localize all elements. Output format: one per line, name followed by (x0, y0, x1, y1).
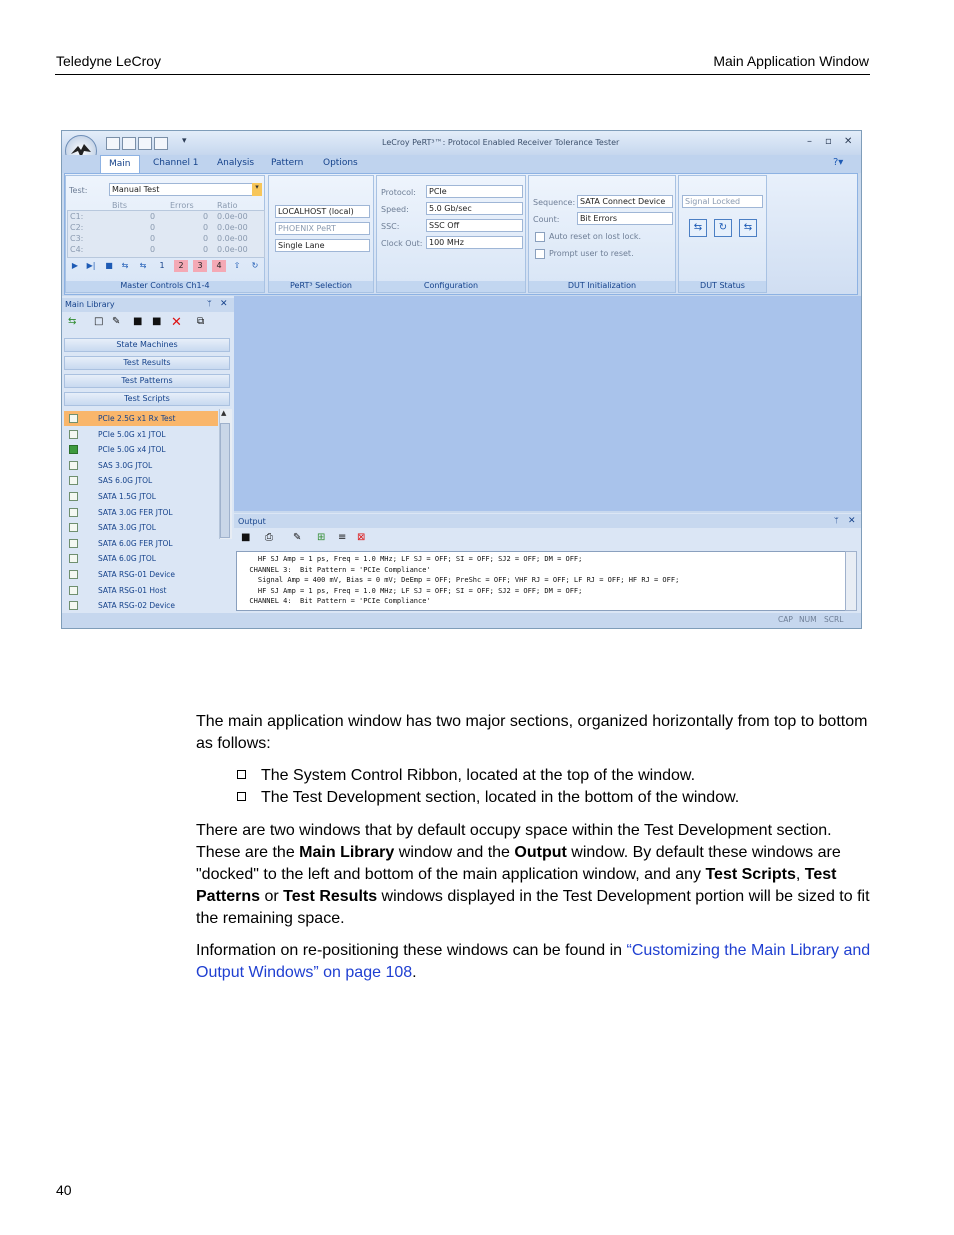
library-item-checkbox[interactable] (69, 586, 78, 595)
row-errors: 0 (203, 223, 209, 232)
group-title-pert: PeRT³ Selection (269, 281, 373, 292)
library-item[interactable] (64, 473, 218, 488)
clock-out-select[interactable]: 100 MHz (426, 236, 523, 249)
library-item-label: SATA RSG-01 Host (98, 585, 167, 595)
row-ratio: 0.0e-00 (217, 234, 248, 243)
test-results-button[interactable]: Test Results (64, 356, 230, 370)
clock-out-label: Clock Out: (381, 239, 423, 248)
text-run: . (412, 964, 417, 981)
save-icon[interactable]: ■ (133, 316, 143, 327)
library-item-label: SAS 3.0G JTOL (98, 460, 153, 470)
library-item-checkbox[interactable] (69, 570, 78, 579)
library-item[interactable] (64, 551, 218, 566)
output-print-icon[interactable]: ⎙ (265, 532, 273, 543)
paragraph-info (196, 940, 871, 984)
reset-icon[interactable]: ⇆ (121, 261, 129, 270)
test-scripts-button[interactable]: Test Scripts (64, 392, 230, 406)
output-line: CHANNEL 4: Bit Pattern = 'PCIe Compliance' (241, 597, 431, 605)
library-item-checkbox[interactable] (69, 430, 78, 439)
text-run: or (260, 888, 284, 905)
channel-4-button[interactable]: 4 (212, 260, 226, 272)
output-settings-icon[interactable]: ✎ (293, 532, 302, 543)
text-run: There are two windows that by default occupy space within the Test Development section. These are the (196, 822, 832, 861)
bullet-square-icon (237, 792, 246, 801)
tab-pattern[interactable]: Pattern (271, 158, 304, 168)
bold-test-patterns: Test Patterns (196, 866, 837, 905)
bullet-text: The Test Development section, located in the bottom of the window. (261, 789, 740, 806)
library-item-checkbox[interactable] (69, 539, 78, 548)
bullet-square-icon (237, 770, 246, 779)
scroll-up-icon[interactable]: ▲ (221, 409, 227, 417)
test-development-area (234, 296, 861, 511)
text-run: window and the (394, 844, 515, 861)
state-machines-button[interactable]: State Machines (64, 338, 230, 352)
maximize-icon[interactable]: ▫ (825, 136, 832, 147)
col-bits: Bits (112, 201, 128, 210)
row-ratio: 0.0e-00 (217, 245, 248, 254)
count-select[interactable]: Bit Errors (577, 212, 673, 225)
library-item-label: SATA 1.5G JTOL (98, 492, 156, 501)
group-title-dut-init: DUT Initialization (529, 281, 675, 292)
bullet-item (237, 787, 739, 809)
channel-3-button[interactable]: 3 (193, 260, 207, 272)
library-item[interactable] (64, 442, 218, 457)
bullet-text: The System Control Ribbon, located at the top of the window. (261, 767, 696, 784)
bold-output: Output (514, 844, 567, 861)
library-scroll-thumb[interactable] (220, 423, 230, 538)
library-item-checkbox[interactable] (69, 601, 78, 610)
output-log[interactable] (236, 551, 846, 611)
qat-print-icon[interactable] (154, 137, 168, 150)
step-icon[interactable]: ▶| (86, 261, 96, 270)
row-errors: 0 (203, 234, 209, 243)
pert-device-select[interactable]: PHOENIX PeRT (275, 222, 370, 235)
library-item-checkbox[interactable] (69, 461, 78, 470)
library-item-label: SATA 6.0G JTOL (98, 554, 156, 564)
prompt-reset-label: Prompt user to reset. (549, 249, 634, 258)
status-scrl: SCRL (824, 615, 844, 624)
output-clear-icon[interactable]: ⊠ (357, 532, 366, 543)
pert-lane-select[interactable]: Single Lane (275, 239, 370, 252)
test-dropdown-icon[interactable]: ▾ (252, 183, 262, 196)
stop-icon[interactable]: ■ (105, 261, 113, 270)
status-cap: CAP (778, 615, 793, 624)
text-run: , (795, 866, 805, 883)
library-item[interactable] (64, 567, 218, 582)
library-item-checkbox[interactable] (69, 508, 78, 517)
col-ratio: Ratio (217, 201, 238, 210)
library-item-checkbox[interactable] (69, 554, 78, 563)
output-header (234, 514, 861, 528)
library-item[interactable] (64, 427, 218, 442)
library-item[interactable] (64, 505, 218, 520)
main-library-title: Main Library (65, 300, 115, 309)
tab-analysis[interactable]: Analysis (217, 158, 255, 168)
tab-channel-1[interactable]: Channel 1 (153, 158, 199, 168)
channel-2-button[interactable]: 2 (174, 260, 188, 272)
library-item-checkbox[interactable] (69, 445, 78, 454)
new-document-icon[interactable]: □ (94, 316, 104, 327)
output-save-icon[interactable]: ■ (241, 532, 251, 543)
output-close-icon[interactable]: ✕ (848, 516, 856, 526)
row-bits: 0 (150, 223, 156, 232)
ssc-select[interactable]: SSC Off (426, 219, 523, 232)
qat-save-icon[interactable] (138, 137, 152, 150)
test-patterns-button[interactable]: Test Patterns (64, 374, 230, 388)
library-item[interactable] (64, 411, 218, 426)
sync-icon[interactable]: ⇆ (689, 219, 707, 237)
library-item[interactable] (64, 520, 218, 535)
library-item-label: SAS 6.0G JTOL (98, 476, 153, 486)
output-line: Signal Amp = 400 mV, Bias = 0 mV; DeEmp = OFF; PreShc = OFF; VHF RJ = OFF; LF RJ = OFF; HF RJ = OFF; (241, 576, 680, 584)
prompt-reset-checkbox[interactable] (535, 249, 545, 259)
group-title-configuration: Configuration (377, 281, 525, 292)
run-icon[interactable]: ▶ (71, 261, 79, 270)
output-line: CHANNEL 3: Bit Pattern = 'PCIe Compliance' (241, 565, 431, 574)
library-sync-icon[interactable]: ⇆ (68, 316, 77, 327)
library-item-label: PCIe 2.5G x1 Rx Test (98, 414, 176, 423)
output-add-icon[interactable]: ⊞ (317, 532, 326, 543)
panel-close-icon[interactable]: ✕ (220, 299, 228, 309)
row-ch: C1: (70, 212, 84, 221)
output-pin-icon[interactable]: ᛘ (834, 516, 839, 525)
bold-test-results: Test Results (283, 888, 378, 905)
row-ratio: 0.0e-00 (217, 223, 248, 232)
auto-reset-label: Auto reset on lost lock. (549, 232, 642, 241)
row-bits: 0 (150, 234, 156, 243)
bold-test-scripts: Test Scripts (705, 866, 796, 883)
bold-main-library: Main Library (299, 844, 395, 861)
library-item-label: SATA RSG-02 Device (98, 601, 176, 611)
library-item[interactable] (64, 583, 218, 598)
test-select[interactable]: Manual Test (109, 183, 262, 196)
test-label: Test: (69, 186, 88, 195)
group-title-dut-status: DUT Status (679, 281, 766, 292)
header-right: Main Application Window (713, 53, 869, 69)
library-item[interactable] (64, 489, 218, 504)
delete-icon[interactable]: ✕ (171, 315, 182, 330)
reset-all-icon[interactable]: ⇆ (139, 261, 147, 270)
page-number: 40 (56, 1182, 72, 1198)
col-errors: Errors (170, 201, 194, 210)
library-item-label: SATA 3.0G JTOL (98, 523, 156, 533)
customizing-link[interactable]: “Customizing the Main Library and Output Windows” on page 108 (196, 942, 871, 981)
library-item[interactable] (64, 458, 218, 473)
tab-options[interactable]: Options (323, 158, 358, 168)
text-run: windows displayed in the Test Development portion will be sized to fit the remaining space. (196, 888, 870, 927)
protocol-label: Protocol: (381, 188, 416, 197)
library-item[interactable] (64, 536, 218, 551)
qat-open-icon[interactable] (122, 137, 136, 150)
output-line: HF SJ Amp = 1 ps, Freq = 1.0 MHz; LF SJ = OFF; SI = OFF; SJ2 = OFF; DM = OFF; (241, 586, 583, 595)
ssc-label: SSC: (381, 222, 400, 231)
paragraph-windows (196, 820, 871, 930)
output-scrollbar[interactable] (845, 551, 857, 611)
library-item-checkbox[interactable] (69, 523, 78, 532)
library-item-label: SATA RSG-01 Device (98, 570, 176, 579)
app-screenshot (61, 130, 862, 629)
row-bits: 0 (150, 245, 156, 254)
row-errors: 0 (203, 212, 209, 221)
row-bits: 0 (150, 212, 156, 221)
tab-main[interactable]: Main (100, 155, 140, 173)
bullet-item (237, 765, 695, 787)
library-item-label: SATA 6.0G FER JTOL (98, 538, 173, 548)
minimize-icon[interactable]: – (807, 136, 812, 147)
speed-label: Speed: (381, 205, 409, 214)
header-rule (55, 74, 870, 75)
library-item-label: SATA 3.0G FER JTOL (98, 507, 173, 517)
edit-document-icon[interactable]: ✎ (112, 316, 121, 327)
output-title: Output (238, 517, 266, 526)
copy-icon[interactable]: ⧉ (197, 316, 205, 327)
pert-host-select[interactable]: LOCALHOST (local) (275, 205, 370, 218)
output-line: HF SJ Amp = 1 ps, Freq = 1.0 MHz; LF SJ = OFF; SI = OFF; SJ2 = OFF; DM = OFF; (241, 555, 583, 563)
row-errors: 0 (203, 245, 209, 254)
row-ratio: 0.0e-00 (217, 212, 248, 221)
group-title-master: Master Controls Ch1-4 (66, 281, 264, 292)
save-as-icon[interactable]: ■ (152, 316, 162, 327)
text-run: Information on re-positioning these windows can be found in (196, 942, 627, 959)
app-title: LeCroy PeRT³™: Protocol Enabled Receiver Tolerance Tester (382, 138, 620, 147)
paragraph-intro: The main application window has two major sections, organized horizontally from top to bottom as follows: (196, 713, 868, 752)
rotate-icon[interactable]: ↻ (714, 219, 732, 237)
signal-status: Signal Locked (682, 195, 763, 208)
swap-icon[interactable]: ⇆ (739, 219, 757, 237)
library-item-label: PCIe 5.0G x4 JTOL (98, 445, 166, 455)
sequence-select[interactable]: SATA Connect Device (577, 195, 673, 208)
library-item-checkbox[interactable] (69, 414, 78, 423)
library-item-checkbox[interactable] (69, 492, 78, 501)
count-label: Count: (533, 215, 560, 224)
header-left: Teledyne LeCroy (56, 53, 162, 69)
pin-icon[interactable]: ᛘ (207, 299, 212, 308)
qat-dropdown-icon[interactable]: ▾ (182, 136, 187, 146)
auto-reset-checkbox[interactable] (535, 232, 545, 242)
up-arrow-icon[interactable]: ⇧ (233, 261, 241, 270)
status-num: NUM (799, 615, 817, 624)
output-list-icon[interactable]: ≡ (338, 532, 347, 543)
status-bar (62, 613, 861, 628)
library-item[interactable] (64, 598, 218, 613)
protocol-select[interactable]: PCIe (426, 185, 523, 198)
row-ch: C4: (70, 245, 84, 254)
refresh-icon[interactable]: ↻ (251, 261, 259, 270)
row-ch: C3: (70, 234, 84, 243)
library-item-label: PCIe 5.0G x1 JTOL (98, 429, 166, 439)
channel-1-button[interactable]: 1 (159, 261, 165, 270)
sequence-label: Sequence: (533, 198, 576, 207)
help-icon[interactable]: ?▾ (833, 157, 844, 168)
speed-select[interactable]: 5.0 Gb/sec (426, 202, 523, 215)
text-run: window. By default these windows are "docked" to the left and bottom of the main application window, and any (196, 844, 841, 883)
qat-new-icon[interactable] (106, 137, 120, 150)
row-ch: C2: (70, 223, 84, 232)
library-item-checkbox[interactable] (69, 476, 78, 485)
close-icon[interactable]: ✕ (844, 136, 853, 147)
